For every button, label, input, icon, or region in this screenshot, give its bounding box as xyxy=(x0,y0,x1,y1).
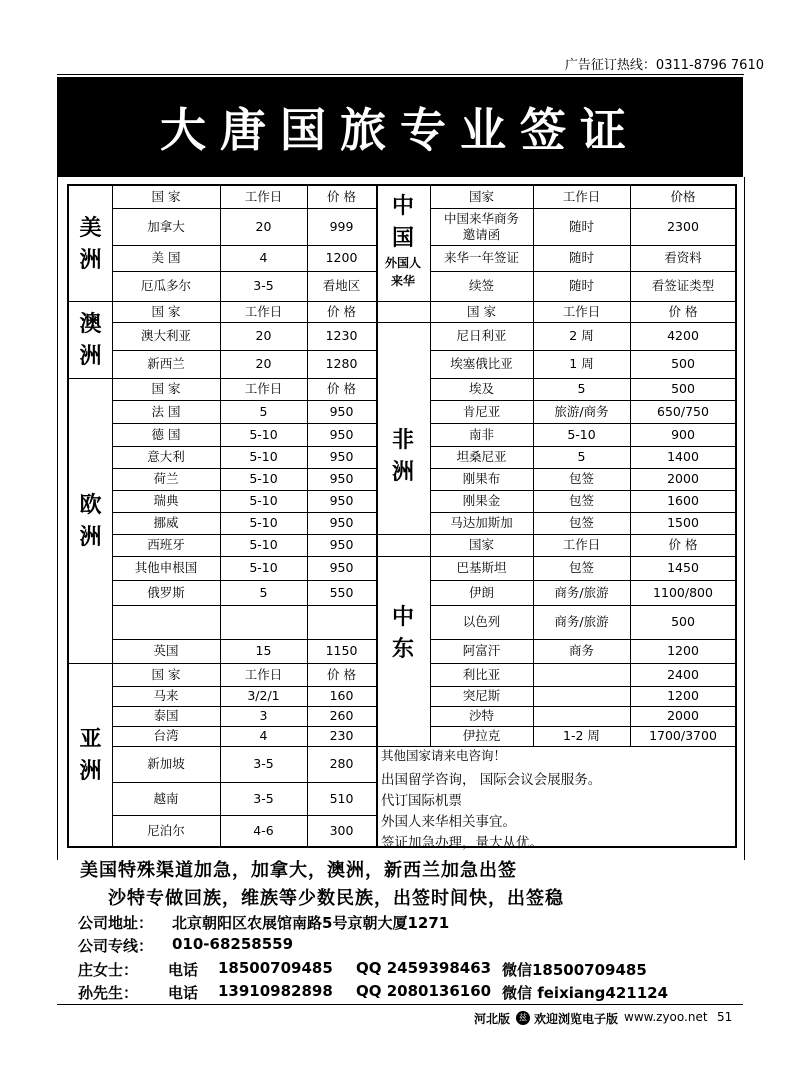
column-header: 工作日 xyxy=(244,666,283,682)
table-cell: 尼泊尔 xyxy=(147,822,185,838)
table-cell: 坦桑尼亚 xyxy=(456,449,507,464)
table-cell: 旅游/商务 xyxy=(554,403,609,419)
table-cell: 埃塞俄比亚 xyxy=(450,356,513,371)
table-cell: 500 xyxy=(671,356,695,371)
region-label-oceania xyxy=(69,301,112,378)
table-cell: 随时 xyxy=(568,278,594,293)
table-cell: 1200 xyxy=(667,643,699,658)
table-cell: 950 xyxy=(329,493,354,508)
column-divider xyxy=(112,186,113,846)
table-cell: 3 xyxy=(259,708,268,723)
table-cell: 950 xyxy=(329,560,354,575)
note-line: 签证加急办理，量大从优。 xyxy=(381,835,543,851)
region-char: 非 xyxy=(391,427,414,453)
row-divider xyxy=(376,301,430,302)
table-cell: 3-5 xyxy=(253,278,274,293)
table-cell: 加拿大 xyxy=(147,218,185,234)
column-header: 国 家 xyxy=(467,303,496,319)
column-header: 工作日 xyxy=(244,381,283,396)
table-cell: 15 xyxy=(255,643,272,658)
table-cell: 20 xyxy=(255,218,272,234)
table-cell: 随时 xyxy=(568,218,594,234)
table-cell: 3-5 xyxy=(253,756,274,771)
table-cell: 美 国 xyxy=(151,250,181,265)
column-header: 国家 xyxy=(468,537,494,552)
table-cell: 4 xyxy=(259,250,268,265)
contact-name: 庄女士： xyxy=(78,961,139,979)
table-cell: 5 xyxy=(259,584,268,600)
table-cell: 包签 xyxy=(568,560,594,575)
table-cell: 1230 xyxy=(325,328,358,343)
table-cell: 5 xyxy=(259,403,268,419)
table-cell: 随时 xyxy=(568,250,594,265)
table-cell: 1600 xyxy=(667,493,699,508)
table-cell: 1150 xyxy=(325,643,358,658)
column-header: 国 家 xyxy=(151,666,181,682)
table-cell: 260 xyxy=(329,708,354,723)
column-header: 价 格 xyxy=(327,303,356,319)
table-cell: 1500 xyxy=(667,515,699,530)
footer-edition: 河北版 xyxy=(474,1012,511,1026)
promo-line-1: 美国特殊渠道加急，加拿大，澳洲，新西兰加急出签 xyxy=(80,860,517,881)
table-cell: 999 xyxy=(329,218,354,234)
table-cell: 1400 xyxy=(667,449,699,464)
column-header: 国 家 xyxy=(151,381,181,396)
address-label: 公司地址： xyxy=(78,914,154,932)
row-divider xyxy=(376,556,430,557)
column-divider xyxy=(630,186,631,746)
column-header: 工作日 xyxy=(562,537,601,552)
table-cell: 德 国 xyxy=(151,426,181,442)
phone-value: 010-68258559 xyxy=(172,935,294,953)
table-cell: 950 xyxy=(329,449,354,464)
note-line: 出国留学咨询， 国际会议会展服务。 xyxy=(381,772,602,788)
table-cell: 泰国 xyxy=(153,708,179,723)
table-cell: 伊拉克 xyxy=(462,728,501,743)
region-char: 欧 xyxy=(79,491,102,518)
china-sub-label: 外国人 xyxy=(384,256,421,270)
column-divider xyxy=(220,186,221,846)
column-header: 价 格 xyxy=(327,381,356,396)
table-cell: 5-10 xyxy=(249,449,278,464)
table-cell: 5-10 xyxy=(567,426,596,442)
promo-line-2: 沙特专做回族，维族等少数民族，出签时间快，出签稳 xyxy=(108,888,564,909)
table-cell: 包签 xyxy=(568,493,594,508)
table-cell: 商务 xyxy=(568,643,594,658)
address-value: 北京朝阳区农展馆南路5号京朝大厦1271 xyxy=(172,914,450,932)
column-header: 价格 xyxy=(670,189,696,204)
footer-divider xyxy=(57,1004,743,1005)
table-cell: 2 周 xyxy=(569,328,594,343)
table-cell: 西班牙 xyxy=(147,537,185,552)
column-header: 工作日 xyxy=(244,303,283,319)
table-cell: 澳大利亚 xyxy=(140,328,191,343)
table-cell: 新加坡 xyxy=(147,756,185,771)
table-cell: 950 xyxy=(329,403,354,419)
contact-tel-label: 电话 xyxy=(168,961,199,979)
table-cell: 5-10 xyxy=(249,560,278,575)
table-cell: 650/750 xyxy=(657,403,709,419)
china-sub-label: 来华 xyxy=(390,274,415,288)
table-cell: 510 xyxy=(329,790,354,806)
table-cell: 包签 xyxy=(568,515,594,530)
table-cell: 来华一年签证 xyxy=(443,250,519,265)
row-divider xyxy=(69,378,376,379)
table-cell: 意大利 xyxy=(147,449,185,464)
table-cell: 荷兰 xyxy=(153,471,179,486)
table-cell: 法 国 xyxy=(151,403,181,419)
table-cell xyxy=(307,605,376,639)
region-label-china xyxy=(376,190,430,300)
table-cell: 看签证类型 xyxy=(651,278,715,293)
column-header: 工作日 xyxy=(562,303,601,319)
table-cell: 300 xyxy=(329,822,354,838)
column-header: 国 家 xyxy=(151,189,181,204)
region-char: 洲 xyxy=(79,757,102,784)
column-header: 价 格 xyxy=(327,666,356,682)
column-header: 价 格 xyxy=(668,537,698,552)
table-cell: 5-10 xyxy=(249,537,278,552)
contact-tel: 13910982898 xyxy=(218,982,333,1000)
table-cell: 沙特 xyxy=(468,708,494,723)
table-cell: 20 xyxy=(255,328,272,343)
row-divider xyxy=(69,301,376,302)
column-divider xyxy=(307,186,308,846)
table-cell: 950 xyxy=(329,515,354,530)
table-cell: 1-2 周 xyxy=(563,728,600,743)
contact-wechat: 微信 feixiang421124 xyxy=(502,984,669,1002)
region-char: 中 xyxy=(391,604,414,630)
title-banner xyxy=(57,77,743,177)
table-cell: 950 xyxy=(329,537,354,552)
table-cell: 肯尼亚 xyxy=(462,403,501,419)
table-cell: 2300 xyxy=(667,218,699,234)
contact-qq: QQ 2080136160 xyxy=(356,982,492,1000)
table-cell xyxy=(533,686,630,706)
region-label-europe xyxy=(69,378,112,663)
table-cell: 商务/旅游 xyxy=(554,614,609,629)
table-cell: 越南 xyxy=(153,790,179,806)
contact-wechat: 微信18500709485 xyxy=(502,961,647,979)
region-char: 洲 xyxy=(391,459,414,485)
table-cell: 台湾 xyxy=(153,728,179,743)
column-divider xyxy=(430,186,431,746)
table-cell: 阿富汗 xyxy=(462,643,501,658)
table-cell: 550 xyxy=(329,584,354,600)
table-cell: 突尼斯 xyxy=(462,688,501,703)
table-cell: 4200 xyxy=(667,328,699,343)
table-cell: 4-6 xyxy=(253,822,274,838)
table-cell: 俄罗斯 xyxy=(147,584,185,600)
table-cell: 2000 xyxy=(667,708,699,723)
region-label-africa xyxy=(376,378,430,534)
table-cell: 5 xyxy=(577,449,586,464)
table-cell: 挪威 xyxy=(153,515,179,530)
table-cell: 500 xyxy=(671,614,695,629)
contact-tel-label: 电话 xyxy=(168,984,199,1002)
table-cell: 2000 xyxy=(667,471,699,486)
column-divider xyxy=(533,186,534,746)
row-divider xyxy=(376,534,430,535)
table-cell: 看资料 xyxy=(664,250,702,265)
table-cell: 500 xyxy=(671,381,695,396)
region-char: 中 xyxy=(391,193,414,219)
contact-qq: QQ 2459398463 xyxy=(356,959,492,977)
table-cell: 利比亚 xyxy=(462,666,501,682)
table-cell: 3-5 xyxy=(253,790,274,806)
column-header: 工作日 xyxy=(562,189,601,204)
table-cell: 20 xyxy=(255,356,272,371)
table-cell: 瑞典 xyxy=(153,493,179,508)
table-cell: 1280 xyxy=(325,356,358,371)
table-cell: 160 xyxy=(329,688,354,703)
table-cell: 1100/800 xyxy=(653,584,713,600)
table-cell: 新西兰 xyxy=(147,356,185,371)
footer-logo-icon: 兹 xyxy=(516,1010,530,1025)
region-char: 洲 xyxy=(79,246,102,273)
column-header: 国 家 xyxy=(151,303,181,319)
table-cell: 尼日利亚 xyxy=(456,328,507,343)
table-cell: 5-10 xyxy=(249,515,278,530)
page-number: 51 xyxy=(717,1010,733,1024)
region-char: 东 xyxy=(391,636,414,662)
table-cell: 英国 xyxy=(153,643,179,658)
table-cell xyxy=(533,706,630,726)
table-cell: 其他申根国 xyxy=(134,560,198,575)
table-cell xyxy=(533,663,630,686)
table-cell: 马达加斯加 xyxy=(450,515,513,530)
table-cell: 3/2/1 xyxy=(247,688,280,703)
contact-tel: 18500709485 xyxy=(218,959,333,977)
top-divider xyxy=(57,74,744,75)
column-header: 价 格 xyxy=(327,189,356,204)
note-line: 其他国家请来电咨询！ xyxy=(381,748,507,763)
row-divider xyxy=(376,322,430,323)
table-cell: 950 xyxy=(329,471,354,486)
region-char: 澳 xyxy=(79,310,102,337)
table-cell: 伊朗 xyxy=(468,584,494,600)
table-cell: 看地区 xyxy=(322,278,361,293)
note-line: 外国人来华相关事宜。 xyxy=(381,814,516,830)
table-cell: 4 xyxy=(259,728,268,743)
region-char: 国 xyxy=(391,225,414,251)
table-cell xyxy=(220,605,307,639)
table-cell: 商务/旅游 xyxy=(554,584,609,600)
region-label-asia xyxy=(69,663,112,846)
table-cell: 1450 xyxy=(667,560,699,575)
region-label-middle-east xyxy=(376,580,430,686)
table-cell: 马来 xyxy=(153,688,179,703)
table-cell: 1200 xyxy=(667,688,699,703)
table-cell: 刚果布 xyxy=(462,471,501,486)
table-cell: 230 xyxy=(329,728,354,743)
table-cell: 1 周 xyxy=(569,356,594,371)
table-cell: 950 xyxy=(329,426,354,442)
region-char: 洲 xyxy=(79,523,102,550)
table-cell: 5-10 xyxy=(249,471,278,486)
table-cell: 900 xyxy=(671,426,695,442)
table-cell: 包签 xyxy=(568,471,594,486)
table-cell: 1200 xyxy=(325,250,358,265)
row-divider xyxy=(69,663,376,664)
table-cell: 5 xyxy=(577,381,586,396)
column-header: 工作日 xyxy=(244,189,283,204)
table-cell: 1700/3700 xyxy=(649,728,717,743)
column-header: 价 格 xyxy=(668,303,698,319)
region-char: 亚 xyxy=(79,725,102,752)
table-cell: 以色列 xyxy=(462,614,501,629)
column-header: 国家 xyxy=(468,189,494,204)
table-cell: 埃及 xyxy=(468,381,494,396)
ad-hotline: 广告征订热线：0311-8796 7610 xyxy=(564,58,764,73)
table-cell: 5-10 xyxy=(249,426,278,442)
table-cell: 续签 xyxy=(468,278,494,293)
table-cell: 5-10 xyxy=(249,493,278,508)
region-char: 美 xyxy=(79,214,102,241)
table-cell: 厄瓜多尔 xyxy=(140,278,191,293)
banner-title: 大唐国旅专业签证 xyxy=(160,103,640,157)
table-cell: 2400 xyxy=(667,666,699,682)
phone-label: 公司专线： xyxy=(78,937,154,955)
region-label-america xyxy=(69,186,112,301)
footer-welcome: 欢迎浏览电子版 xyxy=(534,1012,619,1026)
table-cell: 280 xyxy=(329,756,354,771)
region-char: 洲 xyxy=(79,342,102,369)
table-cell xyxy=(112,605,220,639)
table-cell: 巴基斯坦 xyxy=(456,560,507,575)
footer-site: www.zyoo.net xyxy=(624,1010,708,1024)
contact-name: 孙先生： xyxy=(78,984,139,1002)
table-cell: 刚果金 xyxy=(462,493,501,508)
note-line: 代订国际机票 xyxy=(381,793,462,809)
table-cell: 南非 xyxy=(468,426,494,442)
table-cell: 中国来华商务邀请函 xyxy=(443,210,519,242)
